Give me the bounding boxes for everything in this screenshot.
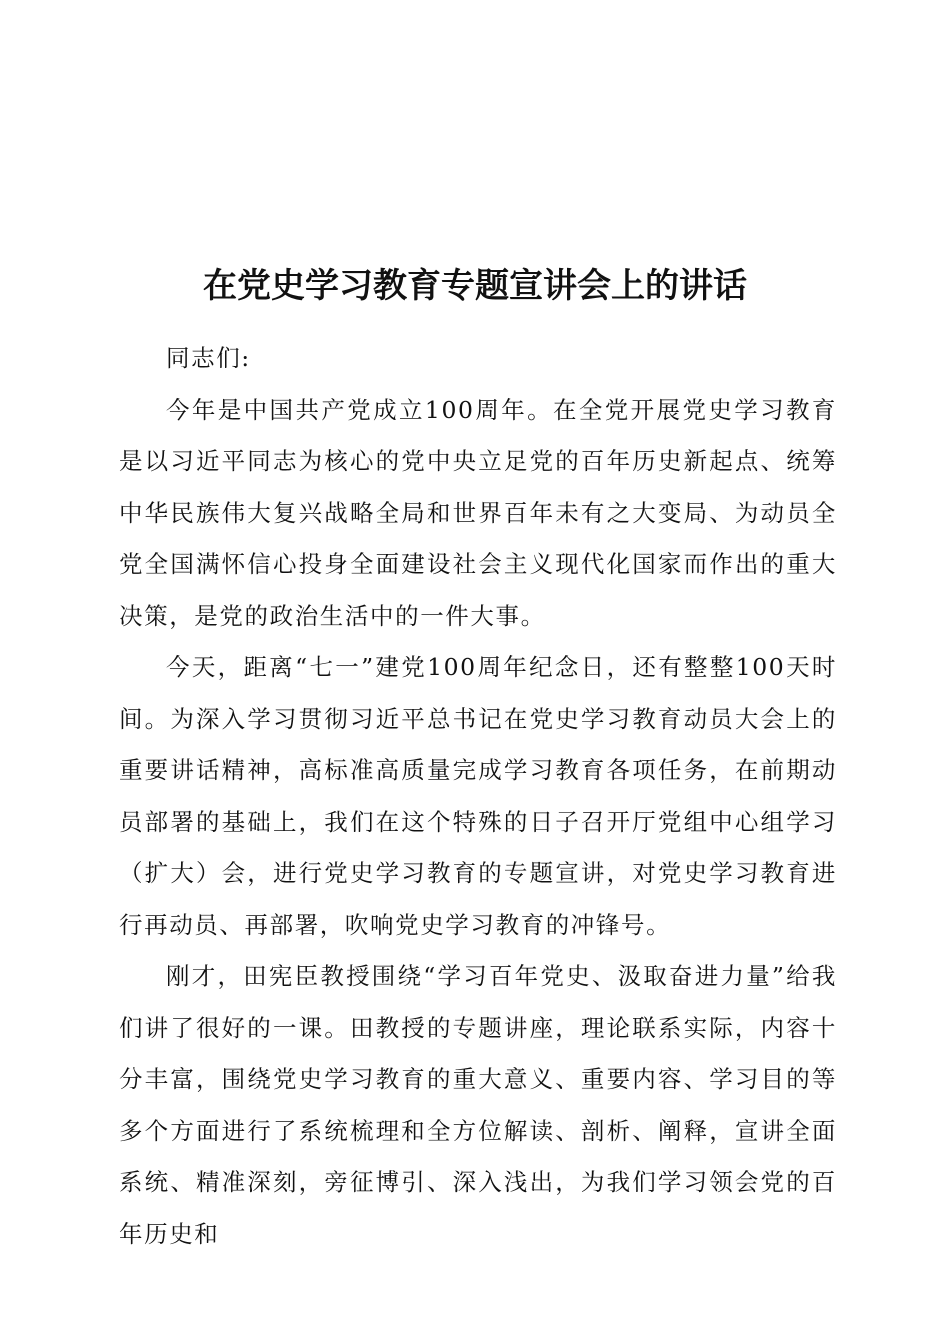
paragraph: 刚才，田宪臣教授围绕“学习百年党史、汲取奋进力量”给我们讲了很好的一课。田教授的专题讲座，理论联系实际，内容十分丰富，围绕党史学习教育的重大意义、重要内容、学习目的等多个方面进行了系统梳理和全方位解读、剖析、阐释，宣讲全面系统、精准深刻，旁征博引、深入浅出，为我们学习领会党的百年历史和 (119, 962, 837, 1248)
paragraph: 今年是中国共产党成立100周年。在全党开展党史学习教育是以习近平同志为核心的党中央立足党的百年历史新起点、统筹中华民族伟大复兴战略全局和世界百年未有之大变局、为动员全党全国满怀信心投身全面建设社会主义现代化国家而作出的重大决策，是党的政治生活中的一件大事。 (119, 395, 837, 630)
salutation: 同志们: (166, 344, 251, 372)
document-title: 在党史学习教育专题宣讲会上的讲话 (203, 266, 747, 306)
paragraph: 今天，距离“七一”建党100周年纪念日，还有整整100天时间。为深入学习贯彻习近平总书记在党史学习教育动员大会上的重要讲话精神，高标准高质量完成学习教育各项任务，在前期动员部署的基础上，我们在这个特殊的日子召开厅党组中心组学习（扩大）会，进行党史学习教育的专题宣讲，对党史学习教育进行再动员、再部署，吹响党史学习教育的冲锋号。 (119, 653, 837, 939)
document-body (119, 333, 837, 1260)
